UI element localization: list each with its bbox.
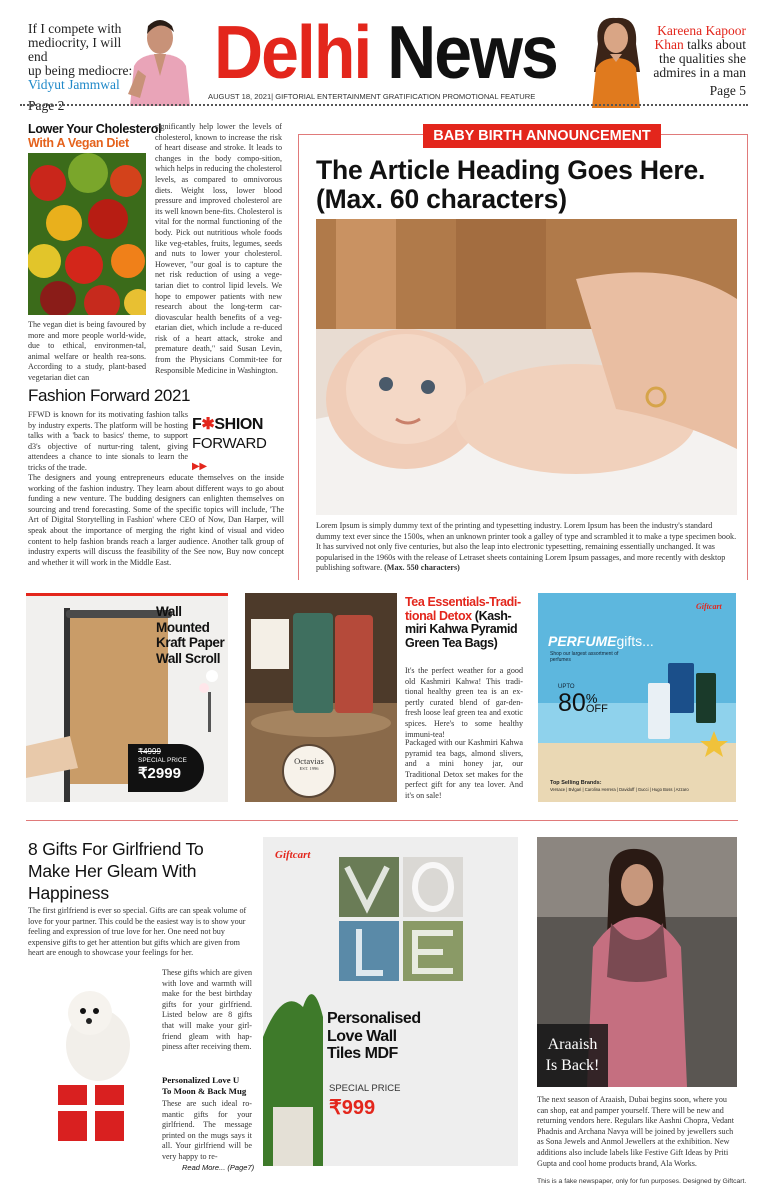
octavias-label: Octavias EST. 1996: [294, 756, 324, 771]
perfume-upto: UPTO: [558, 684, 575, 690]
announcement-body: Lorem Ipsum is simply dummy text of the printing and typesetting industry. Lorem Ipsum has been the industry's standard dummy text ever since the 1500s, when an unknown printer took a galley of type and scrambled it to make a type specimen book. It has survived not only five centuries, but also the leap into electronic typesetting, remaining essentially unchanged. It was popularised in the 1960s with the release of Letraset sheets containing Lorem Ipsum passages, and more recently with desktop publishing software. (Max. 550 characters): [316, 521, 737, 573]
right-promo[interactable]: Kareena Kapoor Khan talks about the qualities she admires in a man Page 5: [653, 23, 746, 98]
kraft-price: ₹2999: [138, 765, 181, 782]
love-tiles-illustration: [263, 837, 518, 1166]
read-more-link[interactable]: Read More... (Page7): [182, 1163, 255, 1172]
fashion-title[interactable]: Fashion Forward 2021: [28, 386, 191, 405]
love-tiles-brand: Giftcart: [275, 849, 311, 861]
cholesterol-right-text: significantly help lower the levels of cholesterol, known to increase the risk of heart disease and stroke. It leads to changes in the body compo-sition, which helps in reducing the cholesterol levels, as compared to omnivorous diets. Weight loss, lower blood pressure and improved cholesterol are its well known bene-fits. Cholesterol is vital for the normal functioning of the body. Pick out nutritious whole foods like veg-etables, fruits, legumes, seeds and nuts to lower your cholesterol. However, "our goal is to capture the net risk reduction of using a vege-tarian diet to control lipid levels. We hope to empower patients with new research about the long-term car-diovascular health benefits of a veg-etarian diet, which include a re-duced risk of a heart attack, stroke and premature death," said Susan Levin, from the Physicians Commit-tee for Responsible Medicine in Washington.: [155, 122, 282, 375]
cholesterol-title[interactable]: Lower Your Cholesterol With A Vegan Diet: [28, 122, 162, 150]
left-promo[interactable]: If I compete with mediocrity, I will end up being mediocre: Vidyut Jammwal Page 2: [28, 21, 133, 113]
gifts-subhead: Personalized Love U To Moon & Back Mug: [162, 1075, 247, 1096]
article-heading[interactable]: The Article Heading Goes Here. (Max. 60 characters): [316, 155, 706, 214]
araaish-body: The next season of Araaish, Dubai begins soon, where you can shop, eat and pamper yourself. There will be new and returning vendors here. Regulars like Aashni Chopra, Vedant Phadnis and Archana Navya will be joined by jewellers such as Sona Jewels and Anmol Jewellers at the exhibition. New additions also include labels like Festive Gift Ideas by Priti Gupta and cool home products brand, Ala Works.: [537, 1095, 734, 1168]
kareena-photo: [580, 14, 652, 108]
masthead: [0, 0, 764, 113]
masthead-divider: [20, 104, 748, 106]
love-tiles-price: ₹999: [329, 1097, 376, 1119]
perfume-discount: 80 % OFF: [558, 689, 608, 717]
araaish-photo[interactable]: [537, 837, 737, 1087]
title-news: News: [387, 11, 557, 95]
perfume-card[interactable]: [538, 593, 736, 802]
baby-photo: [316, 219, 737, 515]
title-delhi: Delhi: [214, 11, 371, 95]
gifts-intro: The first girlfriend is ever so special. Gifts are can speak volume of love for your partner. This could be the easiest way is to show your feeling and expression of true love for her. One need not buy expensive gifts to get her attention but gifts which are given from heart are enough to showcase your feelings for her.: [28, 906, 247, 958]
kraft-price-badge: ₹4999 SPECIAL PRICE ₹2999: [128, 744, 204, 792]
love-tiles-card[interactable]: [263, 837, 518, 1166]
araaish-title: Araaish Is Back!: [537, 1024, 608, 1087]
row-divider: [26, 820, 738, 821]
tea-photo[interactable]: [245, 593, 397, 802]
masthead-title[interactable]: [214, 10, 557, 96]
kraft-title: Wall Mounted Kraft Paper Wall Scroll: [156, 604, 225, 666]
fashion-body: The designers and young entrepreneurs educate themselves on the inside working of the fashion industry. They learn about different ways to go about funding a new venture. The budding designers can enlighten themselves on sourcing and trend forecasting. Some of the specific topics will include, 'The Art of Digital Storytelling in Fashion' where CEO of Now, Dan Harper, will speak about the importance of merging the right kind of visual and video content to help fashion brands reach a larger audience. Another talk group of industry experts will discuss the feasibility of the See now, Buy now concept and whether it will work in the Middle East.: [28, 473, 284, 567]
perfume-title: PERFUMEgifts...: [548, 633, 654, 649]
tea-title[interactable]: Tea Essentials-Tradi-tional Detox (Kash-miri Kahwa Pyramid Green Tea Bags): [405, 595, 521, 650]
gifts-title[interactable]: 8 Gifts For Girlfriend To Make Her Gleam With Happiness: [28, 839, 204, 903]
dog-photo: [28, 965, 156, 1155]
footer-note: This is a fake newspaper, only for fun purposes. Designed by Giftcart.: [537, 1178, 747, 1185]
fashion-forward-logo: F✱SHION FORWARD ▶▶: [192, 416, 267, 472]
vegetables-photo: [28, 153, 146, 315]
gifts-para-3: These are such ideal ro-mantic gifts for your girlfriend. The message printed on the mugs says it all. Your girlfriend will be very happy to re-: [162, 1099, 252, 1161]
kraft-card[interactable]: [26, 593, 228, 802]
fashion-intro: FFWD is known for its motivating fashion talks by industry experts. The platform will be hosting talks with a 'back to basics' theme, to support d3's objective of nurtur-ring talent, giving attendees a chance to inte sionals to learn the tricks of the trade.: [28, 410, 188, 472]
vidyut-photo: [120, 14, 196, 106]
perfume-brand: Giftcart: [696, 602, 722, 611]
tea-para-2: Packaged with our Kashmiri Kahwa pyramid tea bags, almond slivers, and a mini honey jar, our Traditional Detox set makes for the perfect gift for any tea lover. And it's on sale!: [405, 738, 523, 800]
kraft-old-price: ₹4999: [138, 747, 161, 756]
perfume-brands: Top Selling Brands: Versace | Bvlgari | Carolina Herrera | Davidoff | Gucci | Hugo Boss | Azzaro: [550, 780, 689, 792]
gifts-para-2: These gifts which are given with love and warmth will make for the best birthday gifts for your girlfriend. Listed below are 8 gifts that will make your girl-friend gleam with hap-piness after receiving them.: [162, 968, 252, 1052]
love-tiles-title: Personalised Love Wall Tiles MDF: [327, 1010, 421, 1062]
love-tiles-special-label: SPECIAL PRICE: [329, 1083, 401, 1094]
tea-para-1: It's the perfect weather for a good old Kashmiri Kahwa! This tradi-tional healthy green tea is an ex-pertly curated blend of gar-den-fresh loose leaf green tea and exotic spices. Here's to some healthy immuni-tea!: [405, 666, 523, 739]
cholesterol-left-text: The vegan diet is being favoured by more and more people world-wide, due to ethical, environmen-tal, animal welfare or health rea-sons. According to a study, plant-based vegetarian diet can: [28, 320, 146, 382]
dateline: AUGUST 18, 2021| GIFTORIAL ENTERTAINMENT GRATIFICATION PROMOTIONAL FEATURE: [208, 92, 536, 101]
announcement-badge[interactable]: BABY BIRTH ANNOUNCEMENT: [423, 124, 661, 148]
perfume-tagline: Shop our largest assortment of perfumes: [550, 651, 619, 663]
